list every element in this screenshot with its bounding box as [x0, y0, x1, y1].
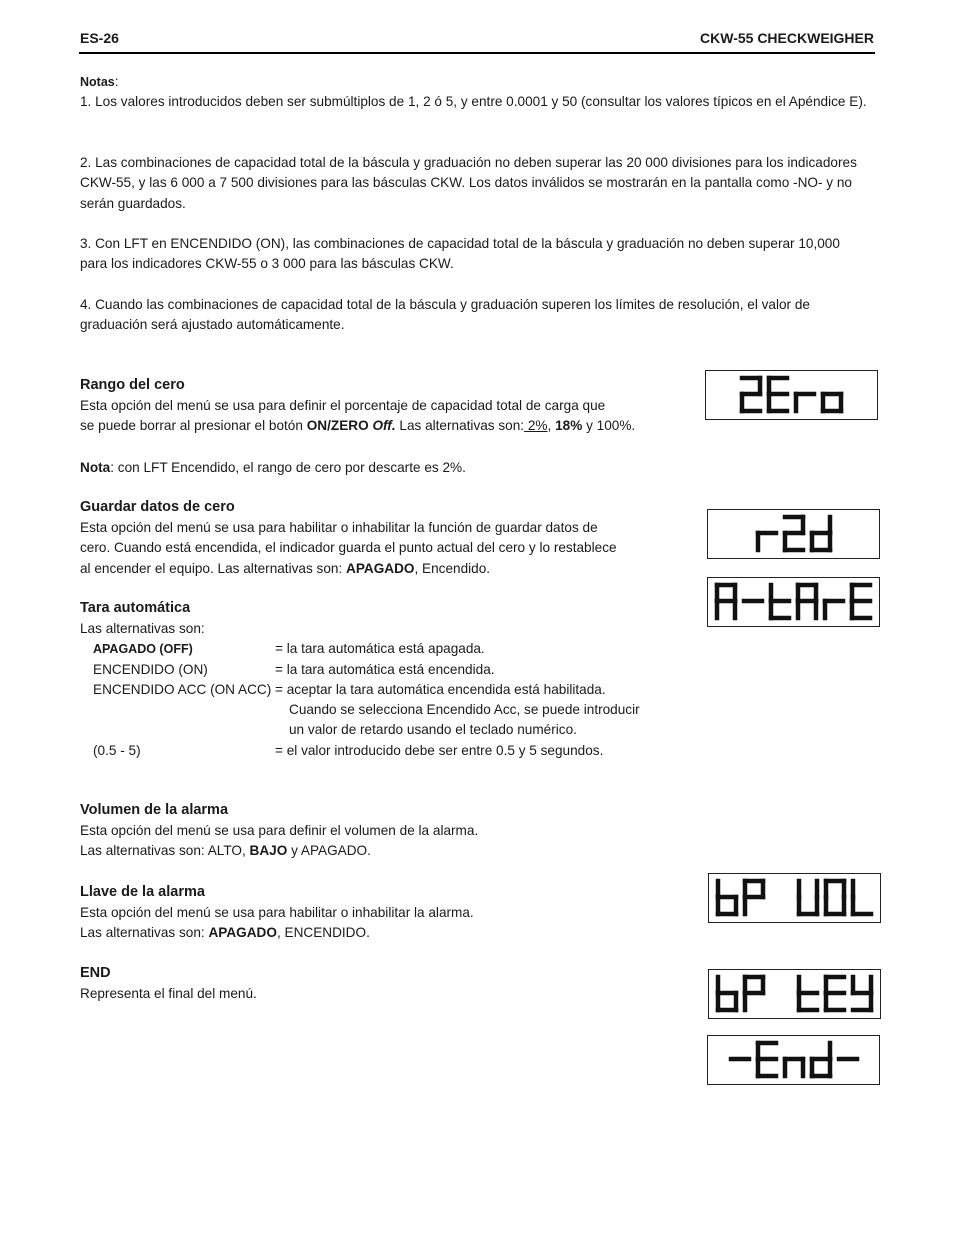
- lcd-segments: [706, 371, 877, 419]
- beep-key-line-1: Esta opción del menú se usa para habilitar o inhabilitar la alarma.: [80, 905, 474, 920]
- zero-opt-2: 18%: [555, 418, 583, 434]
- lcd-display-zero: [705, 370, 878, 420]
- beep-key-default: APAGADO: [208, 925, 277, 941]
- note-2: 2. Las combinaciones de capacidad total de la báscula y graduación no deben superar las 20 000 divisiones para los indicadores CKW-55, y las 6 000 a 7 500 divisiones para las básculas CKW. Los datos inválidos se mostrarán en la pantalla como -NO- y no serán guardados.: [80, 155, 857, 211]
- beep-volume-line-1: Esta opción del menú se usa para definir el volumen de la alarma.: [80, 823, 479, 838]
- end-text: Representa el final del menú.: [80, 986, 257, 1001]
- note-4-block: [80, 295, 870, 336]
- zero-opt-1: 2%: [524, 418, 548, 434]
- lcd-segments: [709, 874, 880, 922]
- lcd-display-atare: [707, 577, 880, 627]
- note-2-block: [80, 153, 870, 214]
- lcd-display-end: [707, 1035, 880, 1085]
- auto-tare-option: ENCENDIDO ACC (ON ACC) = aceptar la tara automática encendida está habilitada.: [93, 681, 606, 697]
- auto-tare-option-cont: Cuando se selecciona Encendido Acc, se puede introducir: [289, 702, 640, 718]
- end-section: [80, 963, 690, 1004]
- note-3: 3. Con LFT en ENCENDIDO (ON), las combinaciones de capacidad total de la báscula y graduación no deben superar 10,000 para los indicadores CKW-55 o 3 000 para las básculas CKW.: [80, 236, 840, 272]
- auto-tare-option-cont: un valor de retardo usando el teclado numérico.: [289, 722, 577, 738]
- lcd-display-rzd: [707, 509, 880, 559]
- lcd-display-bpvol: [708, 873, 881, 923]
- zero-save-title: Guardar datos de cero: [80, 499, 235, 515]
- note-3-block: [80, 234, 870, 275]
- notes-label: Notas: [80, 75, 115, 89]
- lcd-segments: [708, 578, 879, 626]
- note-4: 4. Cuando las combinaciones de capacidad total de la báscula y graduación superen los límites de resolución, el valor de graduación será ajustado automáticamente.: [80, 297, 810, 333]
- zero-range-note: [80, 458, 466, 478]
- auto-tare-option: (0.5 - 5) = el valor introducido debe ser entre 0.5 y 5 segundos.: [93, 742, 604, 758]
- zero-save-line-1: Esta opción del menú se usa para habilitar o inhabilitar la función de guardar datos de: [80, 520, 598, 535]
- zero-note-label: Nota: [80, 460, 111, 475]
- note-1: 1. Los valores introducidos deben ser submúltiplos de 1, 2 ó 5, y entre 0.0001 y 50 (consultar los valores típicos en el Apéndice E).: [80, 94, 867, 110]
- zero-key: ON/ZERO: [306, 418, 369, 434]
- lcd-display-bpkey: [708, 969, 881, 1019]
- zero-save-default: APAGADO: [346, 560, 415, 576]
- beep-volume-title: Volumen de la alarma: [80, 802, 229, 818]
- end-title: END: [80, 965, 111, 981]
- auto-tare-section: [80, 598, 690, 761]
- zero-save-section: [80, 497, 690, 579]
- zero-save-line-3: al encender el equipo. Las alternativas son: APAGADO, Encendido.: [80, 560, 491, 576]
- zero-save-line-2: cero. Cuando está encendida, el indicador guarda el punto actual del cero y lo restablece: [80, 540, 617, 556]
- beep-key-title: Llave de la alarma: [80, 884, 205, 900]
- lcd-segments: [709, 970, 880, 1018]
- beep-volume-section: [80, 800, 690, 862]
- beep-volume-line-2: Las alternativas son: ALTO, BAJO y APAGADO.: [80, 843, 371, 859]
- auto-tare-option: ENCENDIDO (ON) = la tara automática está encendida.: [93, 661, 495, 677]
- document-title: CKW-55 CHECKWEIGHER: [700, 30, 874, 46]
- auto-tare-title: Tara automática: [80, 600, 191, 616]
- auto-tare-option: APAGADO (OFF) = la tara automática está apagada.: [93, 641, 485, 657]
- page-number: ES-26: [80, 30, 119, 46]
- zero-range-section: [80, 375, 690, 437]
- beep-key-section: [80, 882, 690, 944]
- notes-section: Notas: 1. Los valores introducidos deben ser submúltiplos de 1, 2 ó 5, y entre 0.0001 y 50 (consultar los valores típicos en el Apéndice E).: [80, 72, 870, 113]
- header-rule: [79, 52, 875, 54]
- lcd-segments: [708, 1036, 879, 1084]
- beep-key-line-2: Las alternativas son: APAGADO, ENCENDIDO.: [80, 925, 370, 941]
- zero-range-line-1: Esta opción del menú se usa para definir el porcentaje de capacidad total de carga que: [80, 398, 606, 413]
- zero-key-mode: Off.: [372, 418, 396, 434]
- zero-range-line-2: se puede borrar al presionar el botón ON/ZERO Off. Las alternativas son: 2%, 18% y 100%.: [80, 418, 636, 434]
- auto-tare-options: [93, 639, 640, 761]
- zero-range-title: Rango del cero: [80, 377, 185, 393]
- beep-volume-default: BAJO: [249, 843, 288, 859]
- auto-tare-intro: Las alternativas son:: [80, 621, 205, 636]
- zero-note-text: : con LFT Encendido, el rango de cero por descarte es 2%.: [110, 460, 466, 475]
- lcd-segments: [708, 510, 879, 558]
